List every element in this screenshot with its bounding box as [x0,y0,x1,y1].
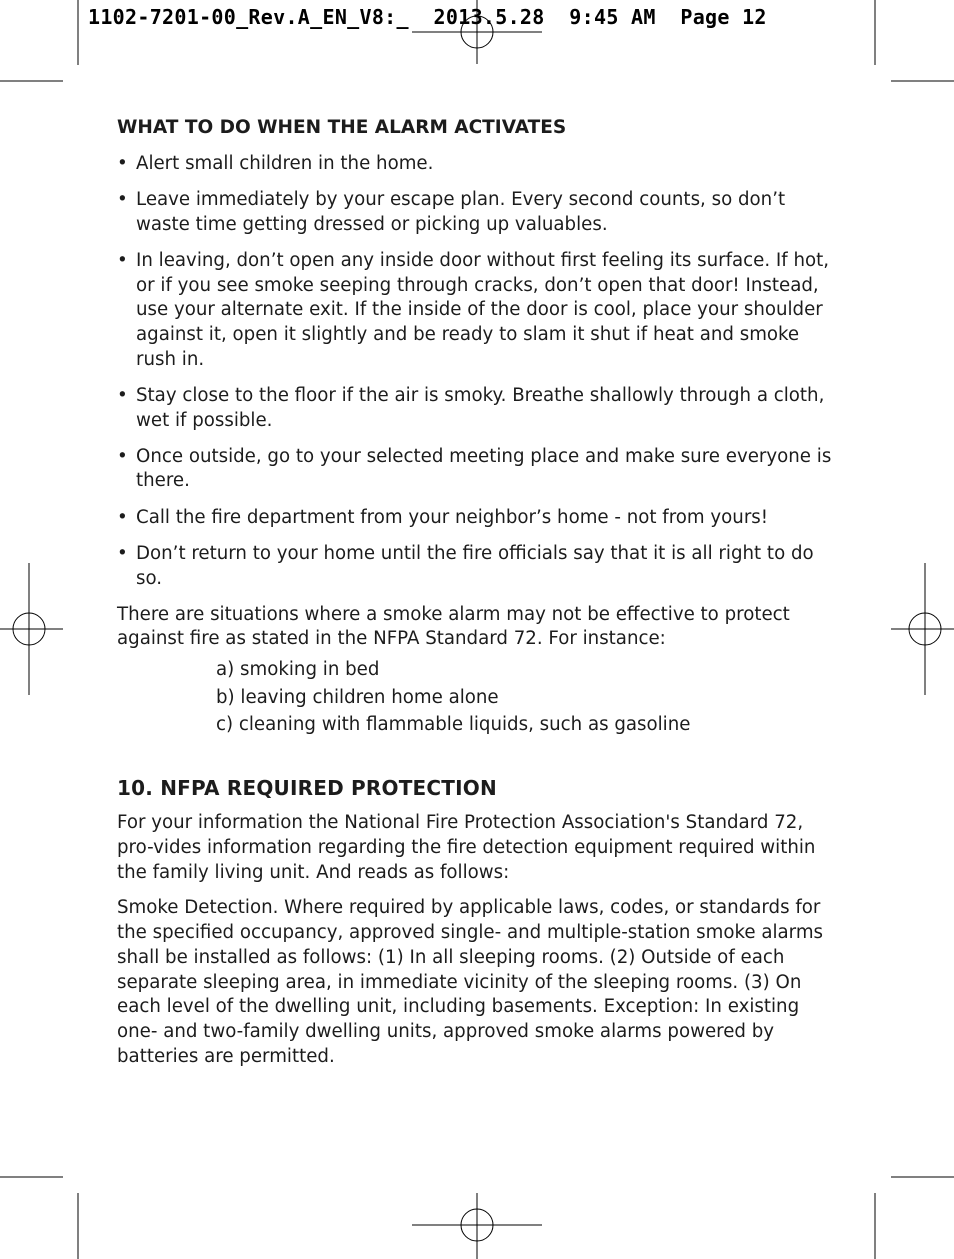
bullet-text: Alert small children in the home. [136,152,434,174]
bullet-item [117,152,839,177]
bullet-dot: • [117,384,128,406]
nfpa-paragraph-1: For your information the National Fire Protection Association's Standard 72, pro-vides information regarding the fire detection equipment required within the family living unit. And reads as follows: [117,812,816,883]
bullet-item [117,249,839,373]
registration-mark-bottom [412,1193,542,1259]
registration-mark-right [891,563,954,695]
bullet-text: Stay close to the floor if the air is smoky. Breathe shallowly through a cloth, wet if possible. [136,384,825,431]
bullet-dot: • [117,152,128,174]
alarm-section-heading: WHAT TO DO WHEN THE ALARM ACTIVATES [117,117,567,138]
bullet-text: In leaving, don’t open any inside door without first feeling its surface. If hot, or if you see smoke seeping through cracks, don’t open that door! Instead, use your alternate exit. If the inside of the door is cool, place your shoulder against it, open it slightly and be ready to slam it shut if heat and smoke rush in. [136,249,830,370]
bullet-dot: • [117,542,128,564]
example-item: c) cleaning with flammable liquids, such as gasoline [216,714,691,736]
bullet-dot: • [117,188,128,210]
example-item: a) smoking in bed [216,659,380,681]
bullet-item [117,445,839,494]
bullet-dot: • [117,249,128,271]
bullet-item [117,188,839,237]
bullet-text: Don’t return to your home until the fire officials say that it is all right to do so. [136,542,814,589]
bullet-item [117,506,839,531]
bullet-item [117,384,839,433]
nfpa-paragraph-2: Smoke Detection. Where required by applicable laws, codes, or standards for the specified occupancy, approved single- and multiple-station smoke alarms shall be installed as follows: (1) In all sleeping rooms. (2) Outside of each separate sleeping area, in immediate vicinity of the sleeping rooms. (3) On each level of the dwelling unit, including basements. Exception: In existing one- and two-family dwelling units, approved smoke alarms powered by batteries are permitted. [117,897,824,1067]
registration-mark-left [0,563,63,695]
page-content [117,116,839,1080]
bullet-text: Leave immediately by your escape plan. Every second counts, so don’t waste time getting dressed or picking up valuables. [136,188,786,235]
print-slug: 1102-7201-00_Rev.A_EN_V8:_ 2013.5.28 9:45 AM Page 12 [88,5,767,29]
nfpa-section-heading: 10. NFPA REQUIRED PROTECTION [117,775,497,800]
bullet-text: Once outside, go to your selected meeting place and make sure everyone is there. [136,445,832,492]
bullet-dot: • [117,506,128,528]
bullet-dot: • [117,445,128,467]
bullet-text: Call the fire department from your neighbor’s home - not from yours! [136,506,769,528]
situations-intro: There are situations where a smoke alarm may not be effective to protect against fire as stated in the NFPA Standard 72. For instance: [117,603,790,650]
registration-mark-top [412,0,542,64]
example-item: b) leaving children home alone [216,686,499,708]
bullet-item [117,542,839,591]
